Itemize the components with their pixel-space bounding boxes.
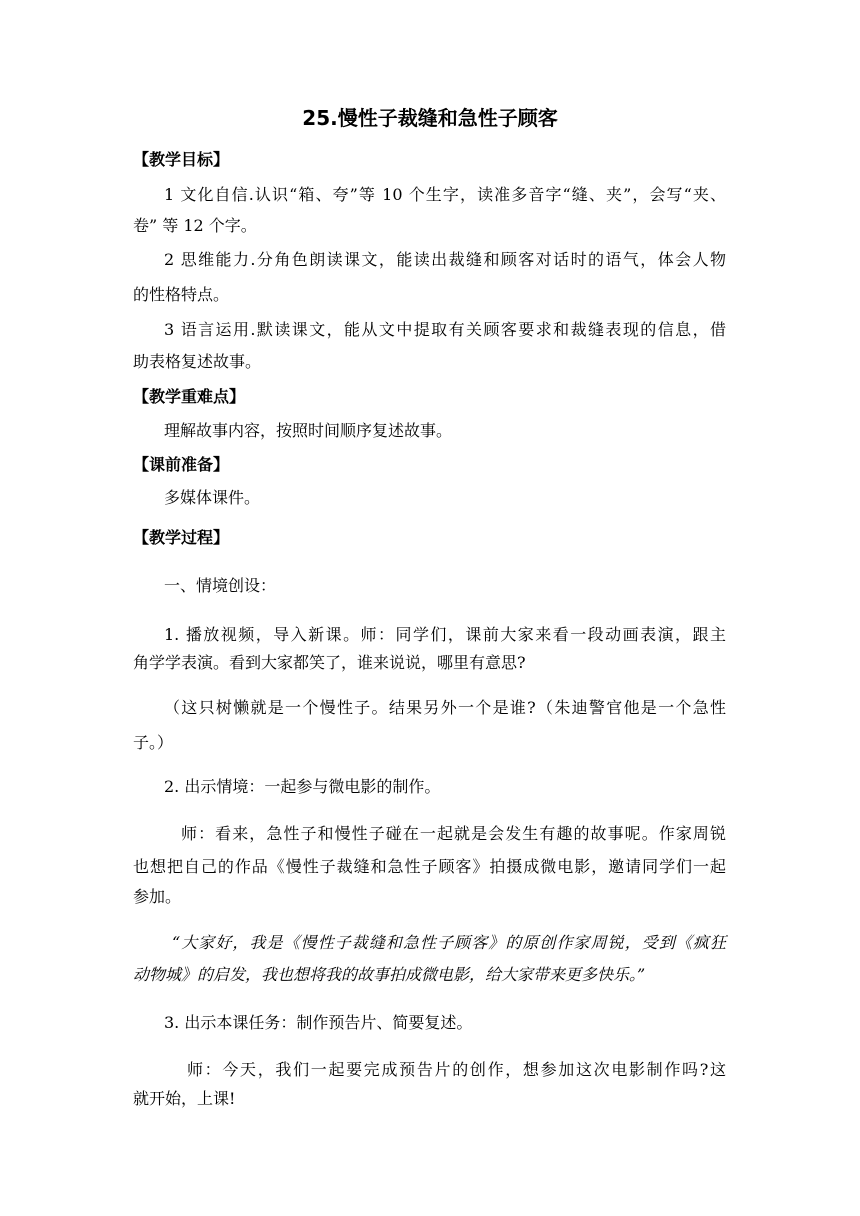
quote-line: 动物城》的启发，我也想将我的故事拍成微电影，给大家带来更多快乐。” (133, 965, 646, 984)
paragraph-line: 师：看来，急性子和慢性子碰在一起就是会发生有趣的故事呢。作家周锐 (181, 824, 726, 843)
paragraph-line: 理解故事内容，按照时间顺序复述故事。 (164, 421, 453, 440)
paragraph-line: 1 文化自信.认识“箱、夸”等 10 个生字，读准多音字“缝、夹”，会写“夹、 (164, 185, 726, 204)
paragraph-line: 3 语言运用.默读课文，能从文中提取有关顾客要求和裁缝表现的信息，借 (164, 320, 726, 339)
paragraph-line: 助表格复述故事。 (133, 352, 262, 371)
paragraph-line: 就开始，上课! (133, 1089, 236, 1108)
paragraph-line: 师：今天，我们一起要完成预告片的创作，想参加这次电影制作吗?这 (187, 1060, 726, 1079)
paragraph-line: 的性格特点。 (133, 285, 230, 304)
paragraph-line: 角学学表演。看到大家都笑了，谁来说说，哪里有意思? (133, 653, 526, 672)
section-heading-objectives: 【教学目标】 (133, 150, 230, 169)
subsection-heading: 一、情境创设： (164, 576, 277, 595)
document-title: 25.慢性子裁缝和急性子顾客 (302, 106, 558, 130)
section-heading-process: 【教学过程】 (133, 528, 230, 547)
section-heading-key-points: 【教学重难点】 (133, 387, 246, 406)
paragraph-line: （这只树懒就是一个慢性子。结果另外一个是谁?（朱迪警官他是一个急性 (164, 698, 726, 717)
paragraph-line: 3. 出示本课任务：制作预告片、简要复述。 (164, 1013, 473, 1032)
quote-line: “大家好，我是《慢性子裁缝和急性子顾客》的原创作家周锐，受到《疯狂 (172, 933, 726, 952)
section-heading-preparation: 【课前准备】 (133, 455, 230, 474)
paragraph-line: 参加。 (133, 887, 182, 906)
paragraph-line: 多媒体课件。 (164, 488, 261, 507)
paragraph-line: 2 思维能力.分角色朗读课文，能读出裁缝和顾客对话时的语气，体会人物 (164, 250, 726, 269)
paragraph-line: 也想把自己的作品《慢性子裁缝和急性子顾客》拍摄成微电影，邀请同学们一起 (133, 857, 726, 876)
paragraph-line: 2. 出示情境：一起参与微电影的制作。 (164, 777, 441, 796)
paragraph-line: 卷” 等 12 个字。 (133, 216, 257, 235)
paragraph-line: 子。） (133, 733, 174, 752)
paragraph-line: 1. 播放视频，导入新课。师：同学们，课前大家来看一段动画表演，跟主 (164, 625, 726, 644)
